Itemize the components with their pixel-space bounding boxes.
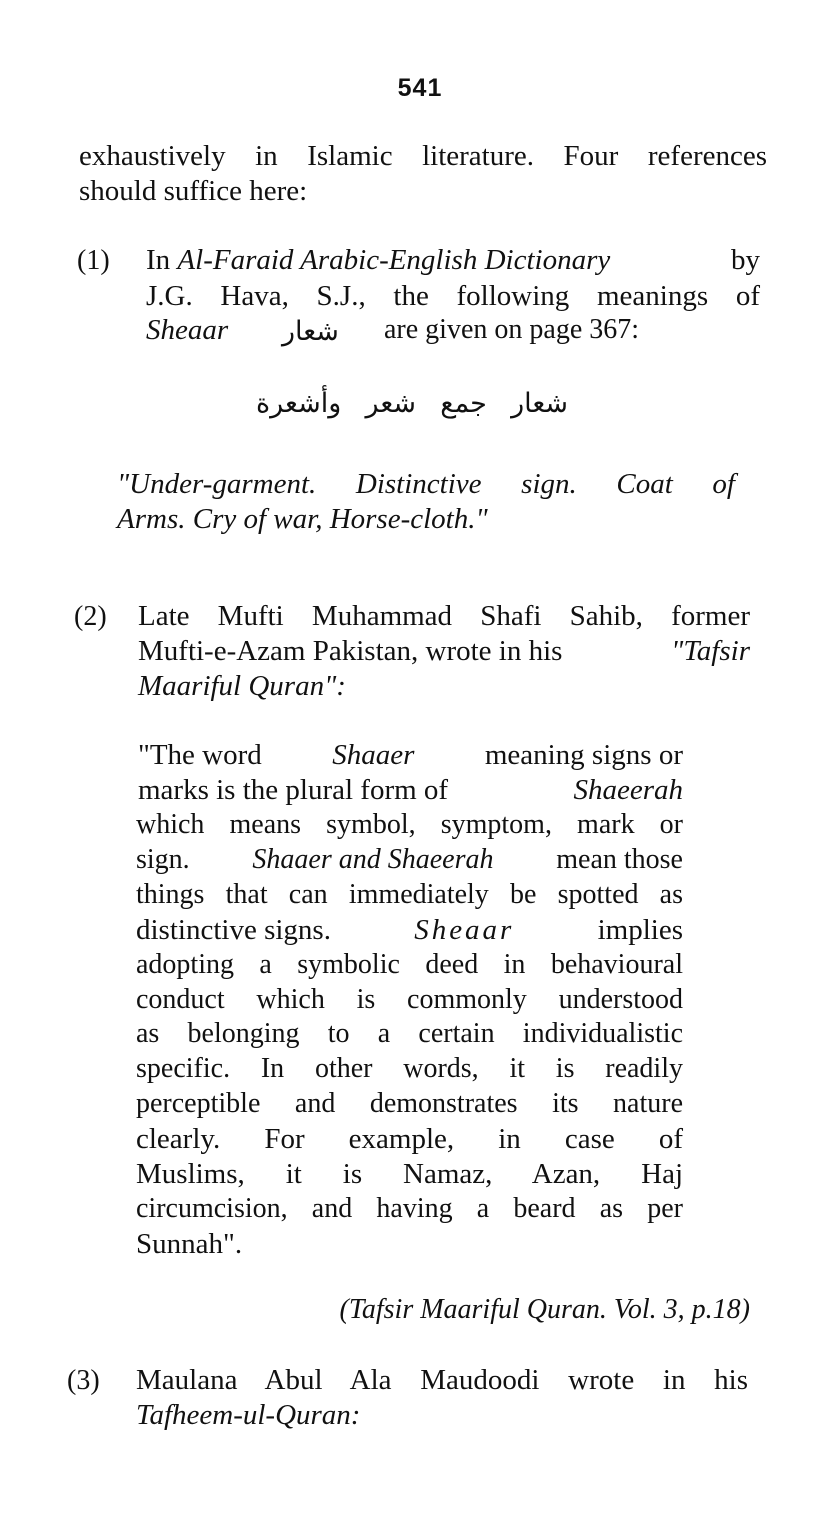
quote-line-4 <box>136 843 683 877</box>
quote-line-7: adopting a symbolic deed in behavioural <box>136 949 683 980</box>
ref1-by: by <box>731 244 760 276</box>
ref1-meaning-line-2: Arms. Cry of war, Horse-cloth." <box>117 503 488 535</box>
ref1-number: (1) <box>77 245 110 276</box>
quote-line-2 <box>138 773 683 808</box>
ref3-line-1: Maulana Abul Ala Maudoodi wrote in his <box>136 1364 748 1396</box>
ref1-arabic-term: شعار <box>282 316 339 347</box>
ref1-line-2: J.G. Hava, S.J., the following meanings of <box>146 280 760 312</box>
ref2-line-2 <box>138 634 750 669</box>
arabic-word-2: جمع <box>440 388 487 419</box>
arabic-word-4: وأشعرة <box>256 388 342 419</box>
ref1-line-1 <box>146 243 760 278</box>
ref2-line-2-italic: "Tafsir <box>671 635 750 667</box>
quote-line-10: specific. In other words, it is readily <box>136 1053 683 1084</box>
quote-l4-b: Shaaer and Shaeerah <box>252 844 494 875</box>
quote-l2-a: marks is the plural form of <box>138 774 449 806</box>
quote-l6-b: Sheaar <box>414 914 515 946</box>
ref1-line-3-rest: are given on page 367: <box>384 314 640 345</box>
quote-line-12: clearly. For example, in case of <box>136 1123 683 1155</box>
quote-line-3: which means symbol, symptom, mark or <box>136 809 683 840</box>
ref1-term: Sheaar <box>146 314 229 346</box>
ref3-number: (3) <box>67 1365 100 1396</box>
quote-l6-c: implies <box>597 914 683 946</box>
quote-line-13: Muslims, it is Namaz, Azan, Haj <box>136 1158 683 1190</box>
page-number: 541 <box>397 74 443 102</box>
quote-l4-a: sign. <box>136 844 190 875</box>
ref2-line-3: Maariful Quran": <box>138 670 346 702</box>
quote-line-9: as belonging to a certain individualistic <box>136 1018 683 1049</box>
ref1-in: In <box>146 244 171 276</box>
ref1-arabic-line <box>256 388 568 419</box>
quote-line-5: things that can immediately be spotted as <box>136 879 683 910</box>
ref2-citation: (Tafsir Maariful Quran. Vol. 3, p.18) <box>339 1294 750 1325</box>
ref2-line-1: Late Mufti Muhammad Shafi Sahib, former <box>138 600 750 632</box>
quote-l1-b: Shaaer <box>332 739 415 771</box>
ref1-title: Al-Faraid Arabic-English Dictionary <box>177 244 611 276</box>
quote-line-14: circumcision, and having a beard as per <box>136 1193 683 1224</box>
quote-l4-c: mean those <box>556 844 683 875</box>
quote-l1-a: "The word <box>138 739 262 771</box>
quote-l1-c: meaning signs or <box>484 739 683 771</box>
ref1-meaning-line-1: "Under-garment. Distinctive sign. Coat of <box>117 468 735 500</box>
quote-line-15: Sunnah". <box>136 1228 243 1260</box>
ref3-line-2: Tafheem-ul-Quran: <box>136 1399 361 1431</box>
quote-l6-a: distinctive signs. <box>136 914 331 946</box>
intro-line-2: should suffice here: <box>79 175 308 207</box>
quote-line-11: perceptible and demonstrates its nature <box>136 1088 683 1119</box>
quote-line-8: conduct which is commonly understood <box>136 984 683 1015</box>
intro-line-1: exhaustively in Islamic literature. Four references <box>79 140 767 172</box>
quote-line-1 <box>138 738 683 773</box>
ref2-line-2-plain: Mufti-e-Azam Pakistan, wrote in his <box>138 635 563 667</box>
quote-line-6 <box>136 913 683 948</box>
quote-l2-b: Shaeerah <box>573 774 683 806</box>
ref2-number: (2) <box>74 601 107 632</box>
arabic-word-3: شعر <box>365 388 416 419</box>
arabic-word-1: شعار <box>511 388 568 419</box>
